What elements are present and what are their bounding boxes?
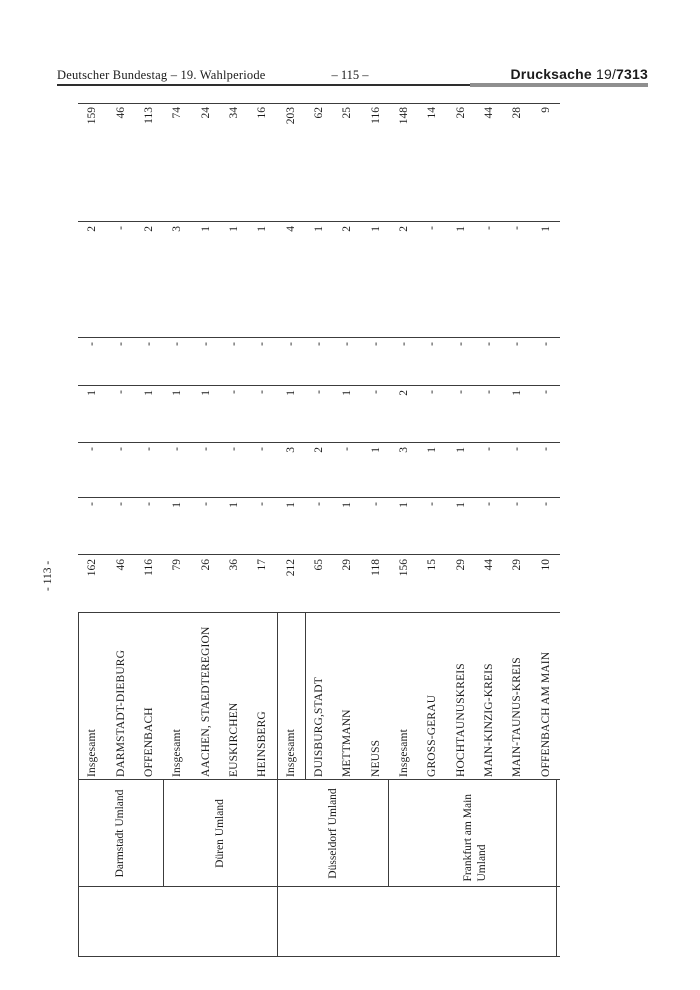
header-left: Deutscher Bundestag – 19. Wahlperiode: [57, 68, 266, 82]
table-grid-line: [78, 554, 560, 555]
cell-value: 74: [171, 107, 184, 119]
cell-value: -: [369, 502, 382, 506]
table-grid-line: [78, 497, 560, 498]
cell-value: -: [511, 342, 524, 346]
cell-value: -: [312, 502, 325, 506]
cell-value: 1: [227, 226, 240, 232]
row-label: Insgesamt: [398, 729, 411, 777]
table-grid-line: [78, 221, 560, 222]
cell-value: -: [483, 447, 496, 451]
cell-value: 28: [511, 107, 524, 119]
cell-value: -: [256, 447, 269, 451]
cell-value: -: [398, 342, 411, 346]
table-grid-line: [78, 442, 560, 443]
row-label: DARMSTADT-DIEBURG: [114, 649, 127, 777]
cell-value: -: [256, 390, 269, 394]
cell-value: -: [171, 342, 184, 346]
cell-value: 2: [341, 226, 354, 232]
cell-value: -: [171, 447, 184, 451]
row-label: AACHEN, STAEDTEREGION: [199, 626, 212, 777]
cell-value: -: [511, 447, 524, 451]
cell-value: 15: [426, 559, 439, 571]
cell-value: -: [114, 502, 127, 506]
table-grid-line: [78, 385, 560, 386]
cell-value: 159: [86, 107, 99, 125]
cell-value: 1: [284, 390, 297, 396]
cell-value: 116: [369, 107, 382, 124]
cell-value: -: [86, 447, 99, 451]
cell-value: 148: [398, 107, 411, 125]
cell-value: 1: [142, 390, 155, 396]
cell-value: -: [369, 390, 382, 394]
cell-value: 156: [398, 559, 411, 577]
cell-value: 2: [398, 226, 411, 232]
cell-value: 116: [142, 559, 155, 576]
cell-value: 1: [369, 226, 382, 232]
cell-value: -: [483, 226, 496, 230]
cell-value: -: [454, 390, 467, 394]
cell-value: -: [426, 226, 439, 230]
cell-value: -: [227, 390, 240, 394]
cell-value: 46: [114, 107, 127, 119]
cell-value: -: [86, 502, 99, 506]
cell-value: 203: [284, 107, 297, 125]
cell-value: -: [199, 502, 212, 506]
row-label: METTMANN: [341, 709, 354, 777]
page-number-center: – 115 –: [331, 68, 369, 82]
doc-session: 19/: [595, 66, 617, 82]
cell-value: -: [341, 447, 354, 451]
table-grid-line: [78, 612, 560, 613]
cell-value: -: [312, 390, 325, 394]
row-label: Insgesamt: [284, 729, 297, 777]
cell-value: -: [511, 226, 524, 230]
cell-value: -: [426, 342, 439, 346]
cell-value: 29: [454, 559, 467, 571]
document-id: [511, 66, 649, 82]
row-label: MAIN-KINZIG-KREIS: [483, 663, 496, 777]
cell-value: 24: [199, 107, 212, 119]
row-label: HEINSBERG: [256, 711, 269, 777]
cell-value: -: [511, 502, 524, 506]
attachment-page-number: - 113 -: [42, 560, 54, 591]
group-label: [276, 780, 389, 887]
cell-value: 44: [483, 559, 496, 571]
cell-value: -: [483, 390, 496, 394]
cell-value: -: [256, 342, 269, 346]
cell-value: 118: [369, 559, 382, 576]
cell-value: 10: [539, 559, 552, 571]
cell-value: 3: [398, 447, 411, 453]
header-rule: [57, 84, 470, 86]
cell-value: 65: [312, 559, 325, 571]
cell-value: 44: [483, 107, 496, 119]
cell-value: 1: [341, 502, 354, 508]
cell-value: -: [312, 342, 325, 346]
cell-value: -: [114, 342, 127, 346]
cell-value: -: [369, 342, 382, 346]
cell-value: 36: [227, 559, 240, 571]
cell-value: 62: [312, 107, 325, 119]
cell-value: 2: [312, 447, 325, 453]
cell-value: -: [483, 342, 496, 346]
cell-value: 1: [199, 390, 212, 396]
group-label-text: Düren Umland: [213, 799, 226, 868]
cell-value: 3: [171, 226, 184, 232]
cell-value: -: [483, 502, 496, 506]
header-rule-bold: [470, 83, 648, 87]
cell-value: 1: [454, 502, 467, 508]
row-label: HOCHTAUNUSKREIS: [454, 663, 467, 777]
cell-value: -: [199, 342, 212, 346]
cell-value: 1: [284, 502, 297, 508]
cell-value: 1: [539, 226, 552, 232]
group-label: [390, 780, 560, 887]
cell-value: 1: [171, 502, 184, 508]
cell-value: 1: [454, 447, 467, 453]
group-label-text: Frankfurt am Main Umland: [461, 793, 488, 882]
rotated-table: [78, 103, 560, 957]
cell-value: 1: [369, 447, 382, 453]
cell-value: -: [426, 390, 439, 394]
cell-value: 16: [256, 107, 269, 119]
row-label: OFFENBACH: [142, 707, 155, 777]
cell-value: -: [114, 226, 127, 230]
cell-value: -: [341, 342, 354, 346]
row-label: DUISBURG,STADT: [312, 677, 325, 777]
cell-value: -: [539, 447, 552, 451]
cell-value: 2: [86, 226, 99, 232]
cell-value: -: [539, 502, 552, 506]
cell-value: -: [199, 447, 212, 451]
cell-value: 1: [426, 447, 439, 453]
cell-value: 17: [256, 559, 269, 571]
cell-value: -: [114, 447, 127, 451]
cell-value: 34: [227, 107, 240, 119]
row-label: OFFENBACH AM MAIN: [539, 651, 552, 777]
cell-value: 26: [199, 559, 212, 571]
cell-value: 25: [341, 107, 354, 119]
cell-value: 1: [312, 226, 325, 232]
cell-value: -: [86, 342, 99, 346]
cell-value: 1: [511, 390, 524, 396]
group-label-text: Düsseldorf Umland: [326, 788, 339, 879]
table-grid-line: [78, 337, 560, 338]
cell-value: 2: [398, 390, 411, 396]
group-label: [163, 780, 276, 887]
cell-value: 29: [341, 559, 354, 571]
cell-value: -: [539, 342, 552, 346]
cell-value: 4: [284, 226, 297, 232]
cell-value: -: [142, 502, 155, 506]
cell-value: 1: [398, 502, 411, 508]
cell-value: -: [142, 342, 155, 346]
table-grid-line: [78, 956, 560, 957]
cell-value: 14: [426, 107, 439, 119]
cell-value: 9: [539, 107, 552, 113]
cell-value: 3: [284, 447, 297, 453]
doc-number: 7313: [616, 66, 648, 82]
cell-value: 1: [256, 226, 269, 232]
cell-value: 1: [86, 390, 99, 396]
cell-value: 79: [171, 559, 184, 571]
cell-value: 113: [142, 107, 155, 124]
cell-value: 29: [511, 559, 524, 571]
row-label: GROSS-GERAU: [426, 694, 439, 777]
cell-value: -: [114, 390, 127, 394]
cell-value: -: [454, 342, 467, 346]
row-label: NEUSS: [369, 739, 382, 777]
cell-value: 1: [171, 390, 184, 396]
group-label-text: Darmstadt Umland: [114, 789, 127, 878]
cell-value: -: [227, 447, 240, 451]
cell-value: 2: [142, 226, 155, 232]
cell-value: -: [539, 390, 552, 394]
cell-value: -: [227, 342, 240, 346]
cell-value: 46: [114, 559, 127, 571]
cell-value: 26: [454, 107, 467, 119]
cell-value: 212: [284, 559, 297, 577]
cell-value: 1: [227, 502, 240, 508]
cell-value: -: [142, 447, 155, 451]
row-label: Insgesamt: [86, 729, 99, 777]
row-label: EUSKIRCHEN: [227, 702, 240, 777]
row-label: MAIN-TAUNUS-KREIS: [511, 657, 524, 777]
doc-label: Drucksache: [510, 66, 592, 82]
cell-value: 1: [454, 226, 467, 232]
cell-value: -: [284, 342, 297, 346]
cell-value: -: [426, 502, 439, 506]
table-grid-line: [78, 103, 560, 104]
group-label: [78, 780, 163, 887]
cell-value: 1: [199, 226, 212, 232]
cell-value: -: [256, 502, 269, 506]
cell-value: 162: [86, 559, 99, 577]
cell-value: 1: [341, 390, 354, 396]
row-label: Insgesamt: [171, 729, 184, 777]
